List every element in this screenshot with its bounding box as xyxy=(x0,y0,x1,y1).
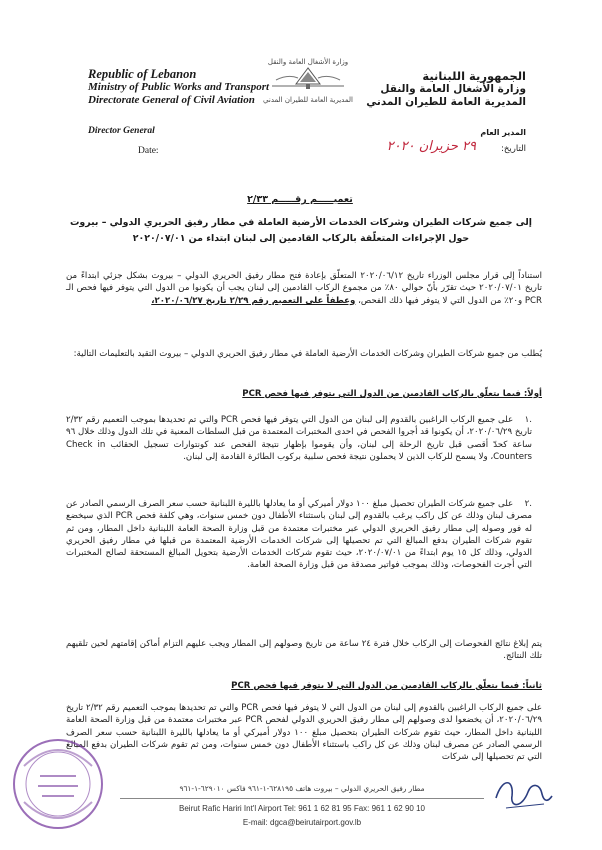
item-text: على جميع شركات الطيران تحصيل مبلغ ١٠٠ دولار أميركي أو ما يعادلها بالليرة اللبنانية حسب سعر الصرف الرسمي الصادر عن مصرف لبنان وذلك عن كل راكب يرغب بالقدوم إلى لبنان باستثناء الأطفال دون خمس سنوات، وهي كلفة فحص PCR الذي سيخضع له فور وصوله إلى مطار رفيق الحريري الدولي عبر مختبرات معتمدة من قبل وزارة الصحة العامة اللبنانية داخل المطار، ومن ثم تقوم شركات الطيران بدفع المبالغ التي تم تحصيلها إلى شركات الخدمات الأرضية المعتمدة من قبلها في مطار رفيق الحريري الدولي، وذلك كل ١٥ يوم ابتداءً من ٢٠٢٠/٠٧/٠١، حيث تقوم شركات الخدمات الأرضية بتحويل المبالغ المستحقة لصالح المختبرات التي أجرت الفحوصات، وذلك بموجب فواتير مصدقة من قبل وزارة الصحة العامة. xyxy=(66,499,532,571)
section2-paragraph: على جميع الركاب الراغبين بالقدوم إلى لبنان من الدول التي لا يتوفر فيها فحص PCR والتي تم تحديدها بموجب التعميم رقم ٢/٣٢ تاريخ ٢٠٢٠/٠٦/٢٩، أن يخضعوا لدى وصولهم إلى مطار رفيق الحريري الدولي لفحص PCR عبر مختبرات معتمدة من قبل وزارة الصحة العامة اللبنانية داخل المطار، حيث تقوم شركات الطيران بتحصيل مبلغ ١٠٠ دولار أميركي أو ما يعادلها بالليرة اللبنانية حسب سعر الصرف الرسمي الصادر عن مصرف لبنان وذلك عن كل راكب باستثناء الأطفال دون خمس سنوات، ومن ثم تقوم شركات الطيران بدفع المبالغ التي تم تحصيلها إلى شركات xyxy=(66,703,543,763)
official-stamp xyxy=(10,736,106,832)
ministry-ar: وزارة الأشغال العامة والنقل xyxy=(380,83,526,95)
request-paragraph: يُطلب من جميع شركات الطيران وشركات الخدمات الأرضية العاملة في مطار رفيق الحريري الدولي – بيروت التقيد بالتعليمات التالية: xyxy=(73,349,542,359)
ministry-en: Ministry of Public Works and Transport xyxy=(88,81,270,93)
item-number: .٢ xyxy=(524,499,533,509)
item-text: على جميع الركاب الراغبين بالقدوم إلى لبنان من الدول التي يتوفر فيها فحص PCR والتي تم تحديدها بموجب التعميم رقم ٢/٣٢ تاريخ ٢٠٢٠/٠٦/٢٩، أن يكونوا قد أجروا الفحص في احدى المختبرات المعتمدة من قبل السلطات المعنية في تلك الدول وذلك خلال ٩٦ ساعة كحدّ أقصى قبل تاريخ الرحلة إلى لبنان، وأن يقوموا بإظهار نتيجة الفحص عند كونتوارات تسجيل الحقائب Check in Counters، ولا يسمح للركاب الذين لا يحملون نتيجة فحص سلبية بركوب الطائرة القادمة إلى لبنان. xyxy=(66,415,532,462)
directorate-ar: المديرية العامة للطيران المدني xyxy=(366,96,526,108)
director-general-ar: المدير العام xyxy=(480,128,526,137)
date-label-en: Date: xyxy=(138,146,159,156)
circular-number: تعميـــــم رقـــــم ٢/٣٣ xyxy=(247,194,353,205)
intro-text: استناداً إلى قرار مجلس الوزراء تاريخ ٢٠٢٠/٠٦/١٢ المتعلّق بإعادة فتح مطار رفيق الحريري الدولي – بيروت بشكل جزئي ابتداءً من تاريخ ٢٠٢٠/٠٧/٠١ حيث تقرّر بأنّ حوالي ٨٠٪ من مجموع الركاب القادمين إلى لبنان يجب أن يكونوا من الدول التي يتوفر فيها فحص الـ PCR و٢٠٪ من الدول التي لا يتوفر فيها ذلك الفحص، xyxy=(66,271,542,306)
header-arabic xyxy=(326,70,526,109)
date-label-ar: التاريخ: xyxy=(501,144,526,154)
section1-item-2 xyxy=(66,498,532,572)
footer-arabic: مطار رفيق الحريري الدولي – بيروت هاتف ٦٢٨١٩٥-١-٩٦١ فاكس ٦٢٩٠١٠-١-٩٦١ xyxy=(179,784,425,793)
crest-bottom-text: المديرية العامة للطيران المدني xyxy=(263,96,353,104)
intro-paragraph xyxy=(66,270,542,307)
title-line-1: إلى جميع شركات الطيران وشركات الخدمات الأرضية العاملة في مطار رفيق الحريري الدولي – بيروت xyxy=(70,217,532,228)
director-general-en: Director General xyxy=(88,126,155,136)
intro-circular-ref: وعطفاً على التعميم رقم ٢/٢٩ تاريخ ٢٠٢٠/٠٦/٢٧، xyxy=(151,295,356,306)
footer-english: Beirut Rafic Hariri Int'l Airport Tel: 961 1 62 81 95 Fax: 961 1 62 90 10 xyxy=(179,804,425,813)
republic-en: Republic of Lebanon xyxy=(88,67,197,81)
section1-note: يتم إبلاغ نتائج الفحوصات إلى الركاب خلال فترة ٢٤ ساعة من تاريخ وصولهم إلى المطار ويجب عليهم التزام أماكن إقامتهم لحين تلقيهم تلك النتائج. xyxy=(66,639,542,662)
footer-email: E-mail: dgca@beirutairport.gov.lb xyxy=(242,818,362,827)
footer-rule xyxy=(120,798,484,799)
handwritten-date: ٢٩ حزيران ٢٠٢٠ xyxy=(386,139,476,154)
item-number: .١ xyxy=(524,415,533,425)
crest-top-text: وزارة الأشغال العامة والنقل xyxy=(267,58,349,66)
republic-ar: الجمهورية اللبنانية xyxy=(422,69,526,83)
directorate-en: Directorate General of Civil Aviation xyxy=(88,94,255,106)
section1-heading: أولاً: فيما يتعلّق بالركاب القادمين من الدول التي يتوفر فيها فحص PCR xyxy=(242,389,542,399)
header-english xyxy=(88,68,278,107)
section1-item-1 xyxy=(66,414,532,463)
signature xyxy=(488,768,558,818)
title-line-2: حول الإجراءات المتعلّقة بالركاب القادمين إلى لبنان ابتداء من ٢٠٢٠/٠٧/٠١ xyxy=(132,233,470,244)
section2-heading: ثانياً: فيما يتعلّق بالركاب القادمين من الدول التي لا يتوفر فيها فحص PCR xyxy=(231,681,542,691)
